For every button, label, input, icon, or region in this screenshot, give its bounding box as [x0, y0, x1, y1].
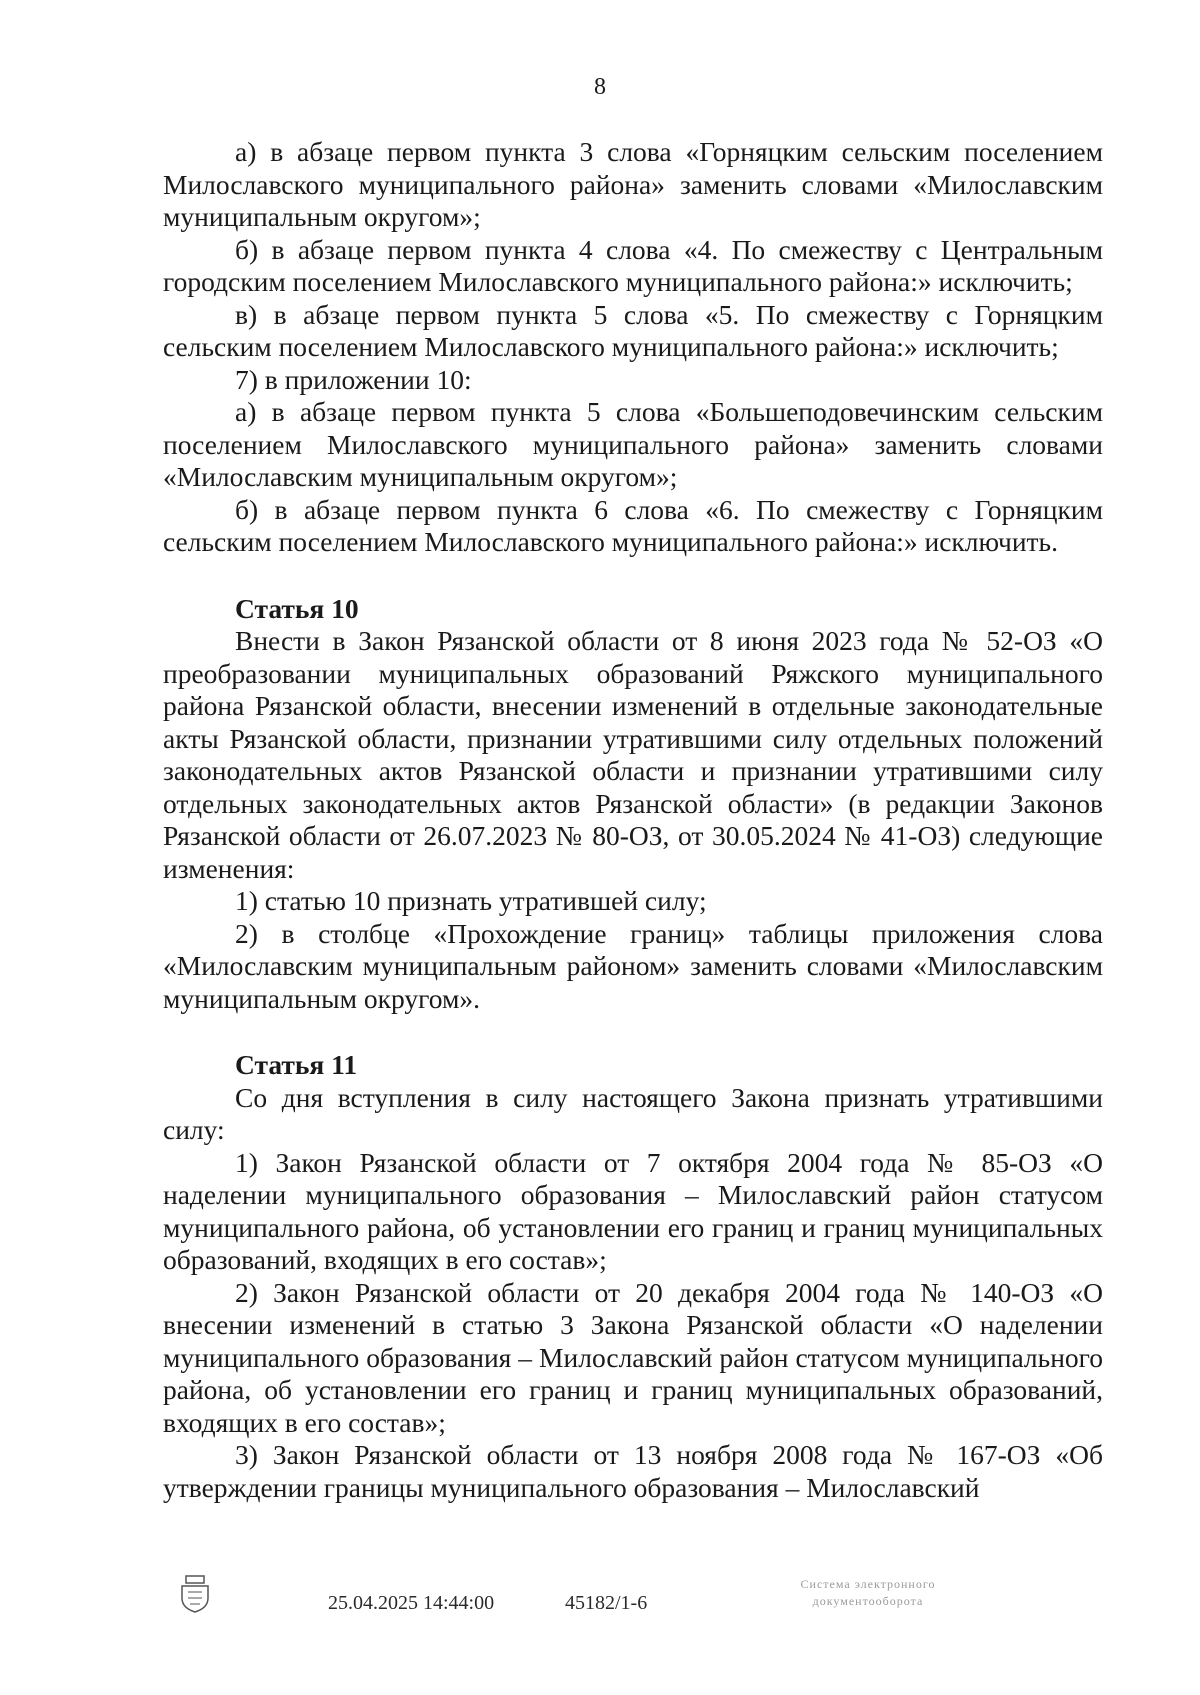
paragraph: 7) в приложении 10:	[235, 363, 472, 395]
footer-doc-number: 45182/1-6	[565, 1592, 648, 1614]
article-heading: Статья 11	[235, 1049, 358, 1080]
coat-of-arms-icon	[178, 1574, 212, 1614]
document-footer	[0, 1572, 1200, 1632]
paragraph: Со дня вступления в силу настоящего Закона признать утратившими силу:	[163, 1081, 1103, 1145]
paragraph: 1) статью 10 признать утратившей силу;	[235, 885, 707, 916]
paragraph: б) в абзаце первом пункта 6 слова «6. По смежеству с Горняцким сельским поселением Милославского муниципального района:» исключить.	[163, 493, 1103, 557]
paragraph: 1) Закон Рязанской области от 7 октября 2004 года № 85-ОЗ «О наделении муниципального образования – Милославский район статусом муниципального района, об установлении его границ и границ муниципальных образований, входящих в его состав»;	[163, 1146, 1103, 1275]
paragraph: в) в абзаце первом пункта 5 слова «5. По смежеству с Горняцким сельским поселением Милославского муниципального района:» исключить;	[163, 298, 1103, 362]
section-gap	[163, 1015, 1103, 1049]
paragraph: 2) в столбце «Прохождение границ» таблицы приложения слова «Милославским муниципальным районом» заменить словами «Милославским муниципальным округом».	[163, 917, 1103, 1014]
paragraph: а) в абзаце первом пункта 3 слова «Горняцким сельским поселением Милославского муниципального района» заменить словами «Милославским муниципальным округом»;	[163, 136, 1103, 232]
section-gap	[163, 559, 1103, 593]
article-heading: Статья 10	[235, 592, 359, 624]
edms-stamp	[718, 1576, 1018, 1610]
paragraph: Внести в Закон Рязанской области от 8 июня 2023 года № 52-ОЗ «О преобразовании муниципальных образований Ряжского муниципального района Рязанской области, внесении изменений в отдельные законодательные акты Рязанской области, признании утратившими силу отдельных положений законодательных актов Рязанской области и признании утратившими силу отдельных законодательных актов Рязанской области» (в редакции Законов Рязанской области от 26.07.2023 № 80-ОЗ, от 30.05.2024 № 41-ОЗ) следующие изменения:	[163, 625, 1103, 884]
paragraph: 2) Закон Рязанской области от 20 декабря 2004 года № 140-ОЗ «О внесении изменений в статью 3 Закона Рязанской области «О наделении муниципального образования – Милославский район статусом муниципального района, об установлении его границ и границ муниципальных образований, входящих в его состав»;	[163, 1276, 1103, 1438]
footer-date: 25.04.2025 14:44:00	[328, 1592, 495, 1614]
page-number: 8	[594, 74, 606, 100]
paragraph: 3) Закон Рязанской области от 13 ноября 2008 года № 167-ОЗ «Об утверждении границы муниципального образования – Милославский	[163, 1439, 1103, 1503]
document-body	[163, 136, 1103, 1504]
paragraph: б) в абзаце первом пункта 4 слова «4. По смежеству с Центральным городским поселением Милославского муниципального района:» исключить;	[163, 233, 1103, 297]
stamp-line: Система электронного	[800, 1577, 936, 1591]
stamp-line: документооборота	[812, 1594, 924, 1608]
paragraph: а) в абзаце первом пункта 5 слова «Большеподовечинским сельским поселением Милославского муниципального района» заменить словами «Милославским муниципальным округом»;	[163, 396, 1103, 492]
